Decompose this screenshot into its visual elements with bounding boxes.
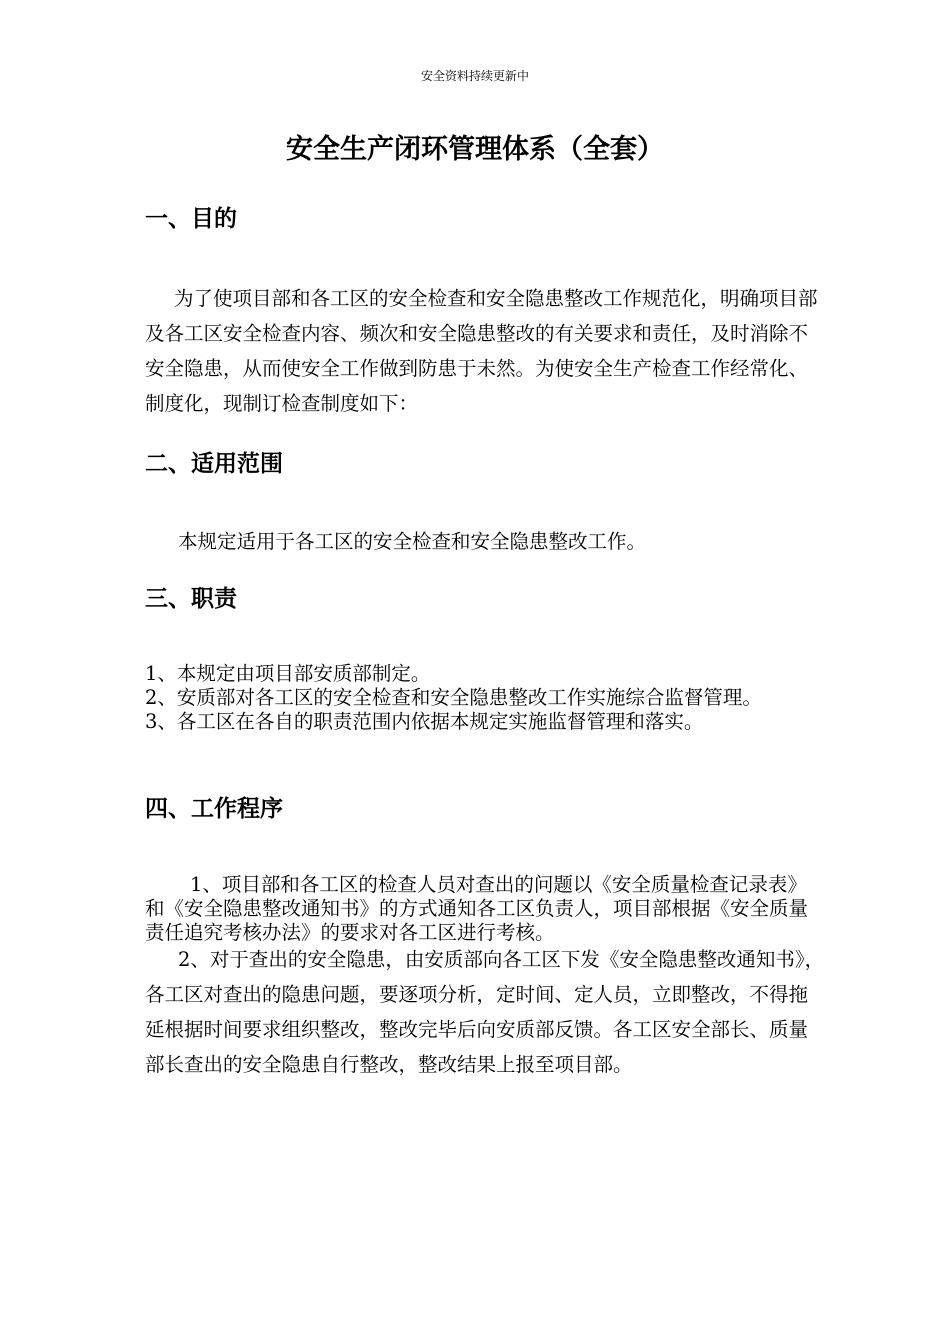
section-heading-procedure: 四、工作程序 [145,796,283,822]
section-heading-scope: 二、适用范围 [145,451,283,477]
purpose-paragraph: 为了使项目部和各工区的安全检查和安全隐患整改工作规范化，明确项目部及各工区安全检查内容、频次和安全隐患整改的有关要求和责任，及时消除不安全隐患，从而使安全工作做到防患于未然。为使安全生产检查工作经常化、制度化，现制订检查制度如下： [145,287,818,415]
document-title: 安全生产闭环管理体系（全套） [286,134,664,165]
duty-item-3: 3、各工区在各自的职责范围内依据本规定实施监督管理和落实。 [145,710,704,733]
page-header-note: 安全资料持续更新中 [420,69,529,83]
duty-item-2: 2、安质部对各工区的安全检查和安全隐患整改工作实施综合监督管理。 [145,686,762,709]
scope-paragraph: 本规定适用于各工区的安全检查和安全隐患整改工作。 [178,530,647,553]
section-heading-purpose: 一、目的 [145,206,237,232]
procedure-item-2: 2、对于查出的安全隐患，由安质部向各工区下发《安全隐患整改通知书》，各工区对查出的隐患问题，要逐项分析，定时间、定人员，立即整改，不得拖延根据时间要求组织整改，整改完毕后向安质部反馈。各工区安全部长、质量部长查出的安全隐患自行整改，整改结果上报至项目部。 [145,948,825,1076]
duties-list [145,662,825,734]
section-heading-duties: 三、职责 [145,586,237,612]
duty-item-1: 1、本规定由项目部安质部制定。 [145,662,431,685]
procedure-item-1: 1、项目部和各工区的检查人员对查出的问题以《安全质量检查记录表》和《安全隐患整改通知书》的方式通知各工区负责人，项目部根据《安全质量责任追究考核办法》的要求对各工区进行考核。 [145,873,809,944]
